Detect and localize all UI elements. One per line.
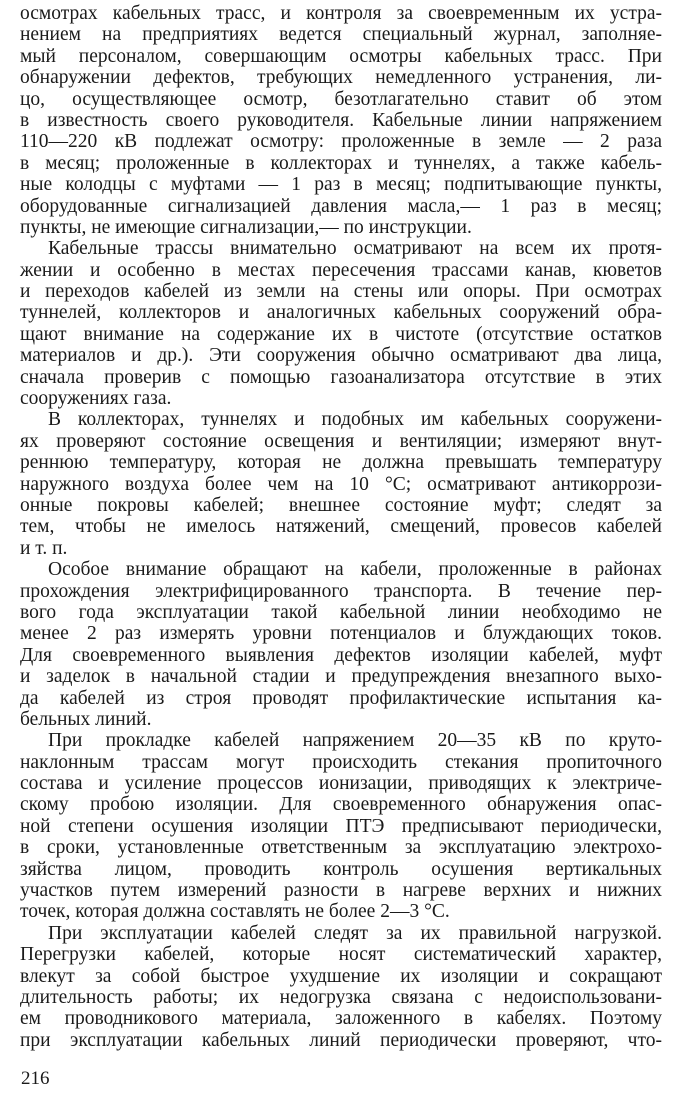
text-line: онные покровы кабелей; внешнее состояние муфт; следят за [20, 494, 662, 516]
text-line: сначала проверив с помощью газоанализатора отсутствие в этих [20, 366, 662, 388]
text-line: вого года эксплуатации такой кабельной линии необходимо не [20, 601, 662, 623]
text-line: ях проверяют состояние освещения и вентиляции; измеряют внут- [20, 430, 662, 452]
text-line: материалов и др.). Эти сооружения обычно осматривают два лица, [20, 345, 662, 367]
text-line: В коллекторах, туннелях и подобных им кабельных сооружени- [48, 409, 662, 431]
text-line: наклонным трассам могут происходить стекания пропиточного [20, 751, 662, 773]
text-line: щают внимание на содержание их в чистоте (отсутствие остатков [20, 323, 662, 345]
text-line: ные колодцы с муфтами — 1 раз в месяц; подпитывающие пункты, [20, 174, 662, 196]
text-line: прохождения электрифицированного транспорта. В течение пер- [20, 580, 662, 602]
text-line: 110—220 кВ подлежат осмотру: проложенные в земле — 2 раза [20, 131, 662, 153]
text-line: наружного воздуха более чем на 10 °С; осматривают антикоррози- [20, 473, 662, 495]
text-line: Перегрузки кабелей, которые носят систематический характер, [20, 944, 662, 966]
text-line: пункты, не имеющие сигнализации,— по инструкции. [20, 216, 472, 238]
text-line: Особое внимание обращают на кабели, проложенные в районах [48, 559, 662, 581]
text-line: Кабельные трассы внимательно осматривают на всем их протя- [48, 238, 662, 260]
text-line: оборудованные сигнализацией давления масла,— 1 раз в месяц; [20, 195, 662, 217]
text-line: цо, осуществляющее осмотр, безотлагательно ставит об этом [20, 88, 662, 110]
text-line: зяйства лицом, проводить контроль осушения вертикальных [20, 858, 662, 880]
text-line: точек, которая должна составлять не более 2—3 °С. [20, 901, 450, 923]
text-line: реннюю температуру, которая не должна превышать температуру [20, 452, 662, 474]
text-line: ем проводникового материала, заложенного в кабелях. Поэтому [20, 1008, 662, 1030]
text-line: нением на предприятиях ведется специальный журнал, заполняе- [20, 24, 662, 46]
text-line: и заделок в начальной стадии и предупреждения внезапного выхо- [20, 666, 662, 688]
text-line: участков путем измерений разности в нагреве верхних и нижних [20, 880, 662, 902]
text-line: При эксплуатации кабелей следят за их правильной нагрузкой. [48, 922, 662, 944]
text-line: скому пробою изоляции. Для своевременного обнаружения опас- [20, 794, 662, 816]
text-line: ной степени осушения изоляции ПТЭ предписывают периодически, [20, 815, 662, 837]
page-number: 216 [21, 1068, 50, 1089]
text-line: бельных линий. [20, 708, 152, 730]
text-line: осмотрах кабельных трасс, и контроля за своевременным их устра- [20, 3, 662, 24]
text-line: обнаружении дефектов, требующих немедленного устранения, ли- [20, 67, 662, 89]
text-line: и переходов кабелей из земли на стены или опоры. При осмотрах [20, 281, 662, 303]
text-line: и т. п. [20, 537, 68, 559]
text-line: тем, чтобы не имелось натяжений, смещений, провесов кабелей [20, 516, 662, 538]
text-line: сооружениях газа. [20, 388, 172, 410]
text-line: Для своевременного выявления дефектов изоляции кабелей, муфт [20, 644, 662, 666]
text-line: да кабелей из строя проводят профилактические испытания ка- [20, 687, 662, 709]
text-line: При прокладке кабелей напряжением 20—35 кВ по круто- [48, 730, 662, 752]
text-line: состава и усиление процессов ионизации, приводящих к электриче- [20, 773, 662, 795]
text-line: длительность работы; их недогрузка связана с недоиспользовани- [20, 986, 662, 1008]
text-line: в известность своего руководителя. Кабельные линии напряжением [20, 109, 662, 131]
text-line: жении и особенно в местах пересечения трассами канав, кюветов [20, 259, 662, 281]
text-line: менее 2 раз измерять уровни потенциалов и блуждающих токов. [20, 623, 662, 645]
text-line: мый персоналом, совершающим осмотры кабельных трасс. При [20, 45, 662, 67]
text-line: при эксплуатации кабельных линий периодически проверяют, что- [20, 1029, 662, 1051]
text-line: в сроки, установленные ответственным за эксплуатацию электрохо- [20, 837, 662, 859]
text-line: влекут за собой быстрое ухудшение их изоляции и сокращают [20, 965, 662, 987]
text-line: туннелей, коллекторов и аналогичных кабельных сооружений обра- [20, 302, 662, 324]
body-text [20, 3, 662, 1051]
text-line: в месяц; проложенные в коллекторах и туннелях, а также кабель- [20, 152, 662, 174]
document-page [20, 0, 662, 1105]
